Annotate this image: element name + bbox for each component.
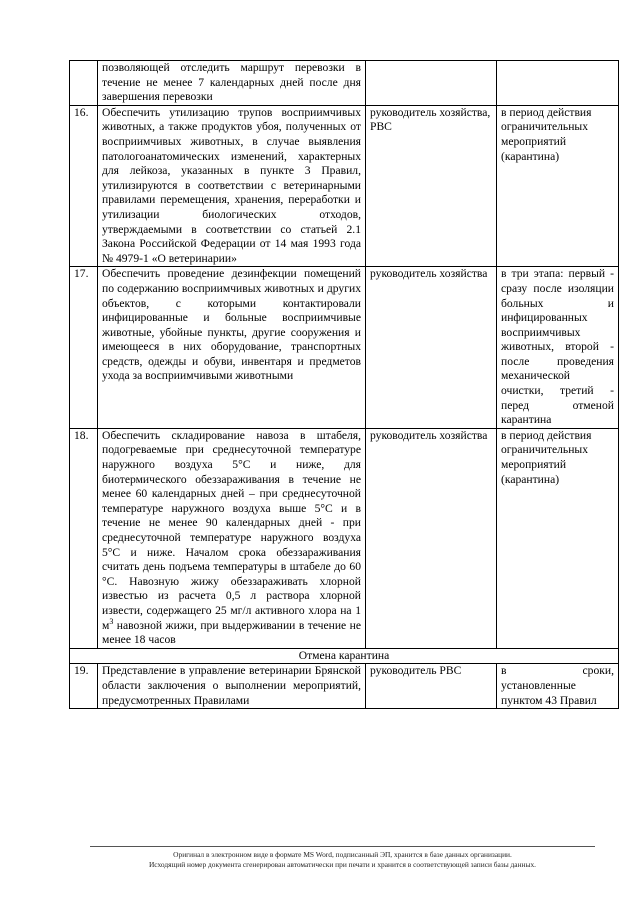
- row-number: 19.: [70, 664, 98, 709]
- measure-text: Обеспечить складирование навоза в штабеля, подогреваемые при среднесуточной температуре наружного воздуха 5°С и ниже, для биотермического обеззараживания в течение не менее 60 календарных дней – при среднесуточной температуре наружного воздуха выше 5°С и в течение не менее 90 календарных дней - при среднесуточной температуре наружного воздуха 5°С и ниже. Началом срока обеззараживания считать день подъема температуры в штабеле до 60 °С. Навозную жижу обеззараживать хлорной известью из расчета 0,5 л раствора хлорной извести, содержащего 25 мг/л активного хлора на 1 м: [102, 428, 361, 632]
- row-number: 18.: [70, 428, 98, 648]
- footer-line-number: Исходящий номер документа сгенерирован автоматически при печати и хранится в соответствующей записи базы данных.: [148, 860, 537, 869]
- row-responsible: руководитель хозяйства, РВС: [366, 105, 497, 267]
- table-row-17: [70, 267, 619, 429]
- row-period: в период действия ограничительных мероприятий (карантина): [497, 105, 619, 267]
- row-period: в три этапа: первый - сразу после изоляции больных и инфицированных восприимчивых животных, второй - после проведения механической очистки, третий - перед отменой карантина: [497, 267, 619, 429]
- row-measure: позволяющей отследить маршрут перевозки в течение не менее 7 календарных дней после дня завершения перевозки: [98, 61, 366, 106]
- row-responsible: руководитель хозяйства: [366, 267, 497, 429]
- document-footer: [90, 846, 595, 870]
- table-row-continuation: [70, 61, 619, 106]
- row-responsible: руководитель хозяйства: [366, 428, 497, 648]
- row-measure: Представление в управление ветеринарии Брянской области заключения о выполнении мероприятий, предусмотренных Правилами: [98, 664, 366, 709]
- row-measure: [98, 428, 366, 648]
- row-period: [497, 61, 619, 106]
- row-responsible: [366, 61, 497, 106]
- table-row-18: [70, 428, 619, 648]
- row-number: 17.: [70, 267, 98, 429]
- row-responsible: руководитель РВС: [366, 664, 497, 709]
- table-section-row: [70, 648, 619, 664]
- table-row-16: [70, 105, 619, 267]
- row-measure: Обеспечить утилизацию трупов восприимчивых животных, а также продуктов убоя, полученных от восприимчивых животных, в случае выявления патологоанатомических изменений, характерных для лейкоза, указанных в пункте 3 Правил, утилизируются в соответствии с ветеринарными правилами перемещения, хранения, переработки и утилизации биологических отходов, утверждаемыми в соответствии со статьей 2.1 Закона Российской Федерации от 14 мая 1993 года № 4979-1 «О ветеринарии»: [98, 105, 366, 267]
- row-period: в сроки, установленные пунктом 43 Правил: [497, 664, 619, 709]
- footer-line-original: Оригинал в электронном виде в формате MS Word, подписанный ЭП, хранится в базе данных организации.: [173, 850, 512, 859]
- row-period: в период действия ограничительных мероприятий (карантина): [497, 428, 619, 648]
- table-row-19: [70, 664, 619, 709]
- cubic-superscript: 3: [109, 616, 114, 626]
- section-title: Отмена карантина: [70, 648, 619, 664]
- row-number: [70, 61, 98, 106]
- measures-table: [69, 60, 619, 709]
- measure-text-end: навозной жижи, при выдерживании в течение не менее 18 часов: [102, 618, 361, 647]
- row-number: 16.: [70, 105, 98, 267]
- row-measure: Обеспечить проведение дезинфекции помещений по содержанию восприимчивых животных и других объектов, с которыми контактировали инфицированные и больные восприимчивые животные, убойные пункты, другие сооружения и имеющееся в них оборудование, транспортных средств, одежды и обуви, инвентаря и предметов ухода за восприимчивыми животными: [98, 267, 366, 429]
